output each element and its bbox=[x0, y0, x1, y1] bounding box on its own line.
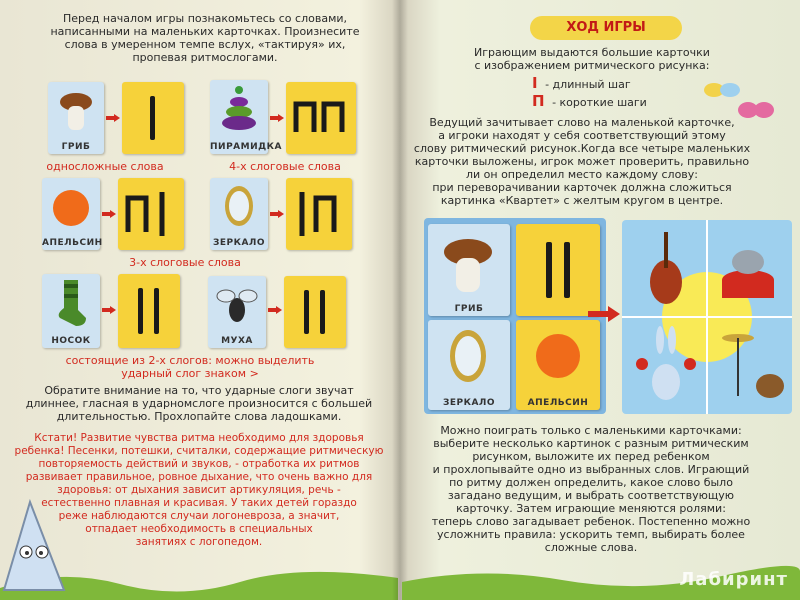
short-steps-pattern bbox=[286, 82, 356, 154]
drum-with-cat-icon bbox=[714, 234, 784, 310]
orange-icon bbox=[42, 178, 100, 238]
mirror-icon bbox=[210, 178, 268, 238]
caption-four-syllable: 4-х слоговые слова bbox=[229, 160, 341, 173]
short-long-pattern bbox=[118, 178, 184, 250]
card-nosok-picture bbox=[42, 274, 100, 348]
arrow-icon bbox=[102, 210, 116, 218]
card-label: ПИРАМИДКА bbox=[210, 142, 282, 152]
text-line: при переворачивании карточек должна сложиться bbox=[432, 181, 732, 194]
intro-line: слова в умеренном темпе вслух, «тактируя» их, bbox=[64, 38, 346, 51]
long-step-bar bbox=[138, 288, 143, 334]
note-line: длиннее, гласная в ударномслоге произносится с большей bbox=[25, 397, 373, 410]
text-line: усложнить правила: ускорить темп, выбирать более bbox=[437, 528, 745, 541]
card-label: ГРИБ bbox=[61, 142, 91, 152]
pattern-card-grib bbox=[516, 224, 600, 316]
tip-line: естественно плавная и красивая. У таких детей гораздо bbox=[41, 497, 357, 509]
small-cards-board bbox=[424, 218, 606, 414]
tip-line: реже наблюдаются случаи логоневроза, а значит, bbox=[58, 510, 340, 522]
text-line: картинка «Квартет» с желтым кругом в центре. bbox=[440, 194, 724, 207]
text-line: сложные слова. bbox=[544, 541, 638, 554]
text-line: рисунком, выложите их перед ребенком bbox=[472, 450, 710, 463]
long-step-bar bbox=[154, 288, 159, 334]
arrow-icon bbox=[270, 210, 284, 218]
arrow-icon bbox=[588, 306, 620, 322]
pyramid-toy-icon bbox=[210, 80, 268, 140]
note-line: длительностью. Прохлопайте слова ладошками. bbox=[56, 410, 342, 423]
caption-line: ударный слог знаком > bbox=[121, 367, 259, 380]
pattern-card-grib bbox=[122, 82, 184, 154]
fly-icon bbox=[208, 276, 266, 336]
sock-icon bbox=[42, 274, 100, 334]
long-step-bar bbox=[320, 290, 325, 334]
long-step-bar bbox=[546, 242, 552, 298]
intro-line: написанными на маленьких карточках. Произнесите bbox=[50, 25, 360, 38]
text-line: ли он определил место каждому слову: bbox=[465, 168, 699, 181]
tip-line: здоровья: от дыхания зависит артикуляция, речь - bbox=[57, 484, 341, 496]
text-line: теперь слово загадывает ребенок. Постепенно можно bbox=[431, 515, 751, 528]
short-steps-symbol: П bbox=[532, 92, 545, 110]
mushroom-icon bbox=[48, 82, 104, 142]
arrow-icon bbox=[270, 114, 284, 122]
game-rules-paragraph bbox=[412, 116, 752, 207]
card-label: НОСОК bbox=[51, 336, 91, 346]
card-piramidka-picture bbox=[210, 80, 282, 154]
text-line: слову ритмический рисунок.Когда все четыре маленьких bbox=[413, 142, 751, 155]
text-line: Играющим выдаются большие карточки bbox=[474, 46, 710, 59]
rabbit-with-maracas-icon bbox=[632, 324, 702, 410]
text-line: выберите несколько картинок с разным ритмическим bbox=[433, 437, 749, 450]
arrow-icon bbox=[106, 114, 120, 122]
stress-note bbox=[24, 384, 374, 423]
violin-icon bbox=[632, 228, 702, 312]
mushroom-icon bbox=[428, 224, 510, 300]
arrow-icon bbox=[102, 306, 116, 314]
pattern-card-zerkalo bbox=[286, 178, 352, 250]
card-label: МУХА bbox=[221, 336, 253, 346]
caption-two-syllable bbox=[40, 354, 340, 380]
card-zerkalo-picture bbox=[210, 178, 268, 250]
tip-line: Кстати! Развитие чувства ритма необходимо для здоровья bbox=[34, 432, 364, 444]
card-apelsin-picture bbox=[516, 320, 600, 410]
watermark-logo: Лабиринт bbox=[679, 569, 788, 590]
intro-line: пропевая ритмослогами. bbox=[132, 51, 278, 64]
text-line: Можно поиграть только с маленькими карточками: bbox=[440, 424, 742, 437]
simple-game-paragraph bbox=[416, 424, 766, 554]
quartet-picture bbox=[622, 220, 792, 414]
text-line: Ведущий зачитывает слово на маленькой карточке, bbox=[429, 116, 735, 129]
long-step-bar bbox=[150, 96, 155, 140]
card-apelsin-picture bbox=[42, 178, 103, 250]
pattern-card-apelsin bbox=[118, 178, 184, 250]
intro-line: Перед началом игры познакомьтесь со словами, bbox=[62, 12, 348, 25]
tip-line: развивает правильное, ровное дыхание, что очень важно для bbox=[25, 471, 373, 483]
text-line: карточки выложены, игрок может проверить, правильно bbox=[414, 155, 750, 168]
tip-line: занятиях с логопедом. bbox=[135, 536, 263, 548]
left-page bbox=[0, 0, 398, 600]
caption-one-syllable: односложные слова bbox=[46, 160, 164, 173]
card-label: ЗЕРКАЛО bbox=[212, 238, 266, 248]
text-line: загадано ведущим, и выбрать соответствующую bbox=[447, 489, 735, 502]
text-line: а игроки находят у себя соответствующий этому bbox=[438, 129, 726, 142]
pattern-card-nosok bbox=[118, 274, 180, 348]
card-zerkalo-picture bbox=[428, 320, 510, 410]
intro-paragraph bbox=[432, 46, 752, 72]
card-grib-picture bbox=[428, 224, 510, 316]
text-line: с изображением ритмического рисунка: bbox=[474, 59, 710, 72]
card-label: ЗЕРКАЛО bbox=[442, 398, 496, 408]
cartoon-character-illustration bbox=[0, 494, 74, 594]
caption-line: состоящие из 2-х слогов: можно выделить bbox=[65, 354, 315, 367]
section-title: ХОД ИГРЫ bbox=[530, 16, 682, 40]
card-label: АПЕЛЬСИН bbox=[42, 238, 103, 248]
note-line: Обратите внимание на то, что ударные слоги звучат bbox=[44, 384, 354, 397]
card-divider bbox=[622, 316, 792, 318]
caption-three-syllable: 3-х слоговые слова bbox=[129, 256, 241, 269]
card-label: ГРИБ bbox=[454, 304, 484, 314]
intro-text bbox=[40, 12, 370, 64]
arrow-icon bbox=[268, 306, 282, 314]
text-line: и прохлопывайте одно из выбранных слов. Играющий bbox=[432, 463, 750, 476]
orange-icon bbox=[516, 320, 600, 392]
text-line: по ритму должен определить, какое слово было bbox=[449, 476, 733, 489]
card-label: АПЕЛЬСИН bbox=[527, 398, 589, 408]
mirror-icon bbox=[428, 320, 510, 392]
long-step-symbol: I bbox=[532, 74, 538, 92]
right-page bbox=[402, 0, 800, 600]
tip-line: ребенка! Песенки, потешки, считалки, содержащие ритмическую bbox=[14, 445, 384, 457]
card-grib-picture bbox=[48, 82, 104, 154]
tip-line: повторяемость действий и звуков, - отработка их ритмов bbox=[38, 458, 360, 470]
pattern-card-piramidka bbox=[286, 82, 356, 154]
text-line: карточку. Затем играющие меняются ролями: bbox=[456, 502, 726, 515]
card-muha-picture bbox=[208, 276, 266, 348]
long-short-pattern bbox=[286, 178, 352, 250]
pattern-card-muha bbox=[284, 276, 346, 348]
long-step-bar bbox=[564, 242, 570, 298]
legend-text: - короткие шаги bbox=[552, 96, 647, 109]
legend-text: - длинный шаг bbox=[545, 78, 631, 91]
long-step-bar bbox=[304, 290, 309, 334]
cymbal-with-hedgehog-icon bbox=[714, 326, 788, 410]
tip-line: отпадает необходимость в специальных bbox=[85, 523, 313, 535]
